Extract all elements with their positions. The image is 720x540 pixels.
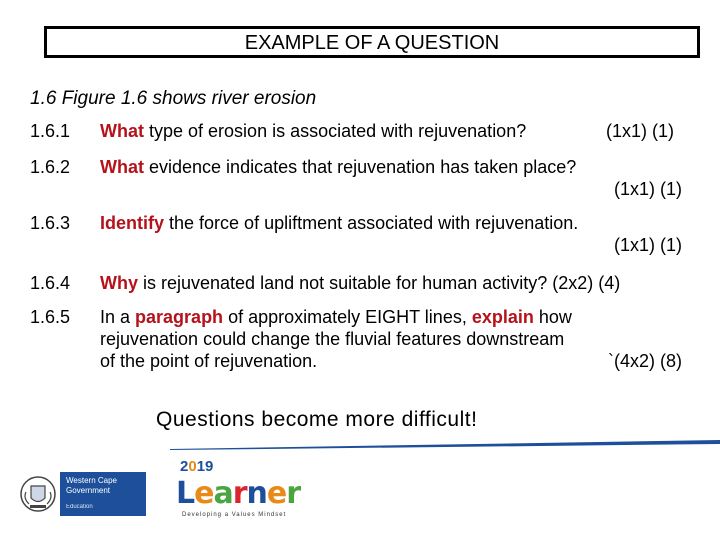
question-number: 1.6.3 [30, 213, 71, 233]
question-marks: (1x1) (1) [613, 179, 682, 199]
question-heading: 1.6 Figure 1.6 shows river erosion [30, 88, 317, 109]
learner-wordmark: Learner [176, 476, 301, 511]
question-text: the force of upliftment associated with rejuvenation. [164, 213, 579, 233]
title-box [44, 26, 700, 58]
question-body: In a paragraph of approximately EIGHT lines, explain how rejuvenation could change the fluvial features downstream of the point of rejuvenation. `(4x2) (8) [100, 307, 682, 371]
question-body [100, 212, 690, 256]
question-body [100, 120, 690, 142]
year-2019: 2019 [180, 458, 214, 475]
question-number: 1.6.2 [30, 157, 71, 177]
question-verb: What [100, 121, 144, 141]
western-cape-label: Western Cape Government Education [60, 472, 146, 516]
question-text: type of erosion is associated with rejuvenation? [144, 121, 527, 141]
learner-tagline: Developing a Values Mindset [182, 512, 287, 518]
question-verb: paragraph [135, 307, 224, 327]
question-text: evidence indicates that rejuvenation has taken place? [144, 157, 577, 177]
question-text-line: of the point of rejuvenation. [100, 351, 318, 371]
question-marks: (1x1) (1) [606, 121, 675, 141]
question-number: 1.6.4 [30, 273, 71, 293]
question-marks: `(4x2) (8) [607, 351, 682, 371]
question-text: is rejuvenated land not suitable for human activity? (2x2) (4) [138, 273, 621, 293]
slide-title: EXAMPLE OF A QUESTION [244, 32, 500, 54]
question-body [100, 272, 690, 294]
coat-of-arms-icon [18, 474, 58, 514]
western-cape-logo [18, 468, 146, 518]
question-verb: Why [100, 273, 138, 293]
question-verb: explain [471, 307, 534, 327]
footer-divider [170, 440, 720, 450]
year-of-the-learner-logo [172, 458, 301, 520]
question-verb: Identify [100, 213, 165, 233]
question-number: 1.6.1 [30, 121, 71, 141]
question-body [100, 156, 690, 200]
footer-message: Questions become more difficult! [156, 408, 478, 431]
question-text-line: rejuvenation could change the fluvial features downstream [100, 329, 565, 349]
question-marks: (1x1) (1) [613, 235, 682, 255]
question-verb: What [100, 157, 144, 177]
question-number: 1.6.5 [30, 307, 71, 327]
